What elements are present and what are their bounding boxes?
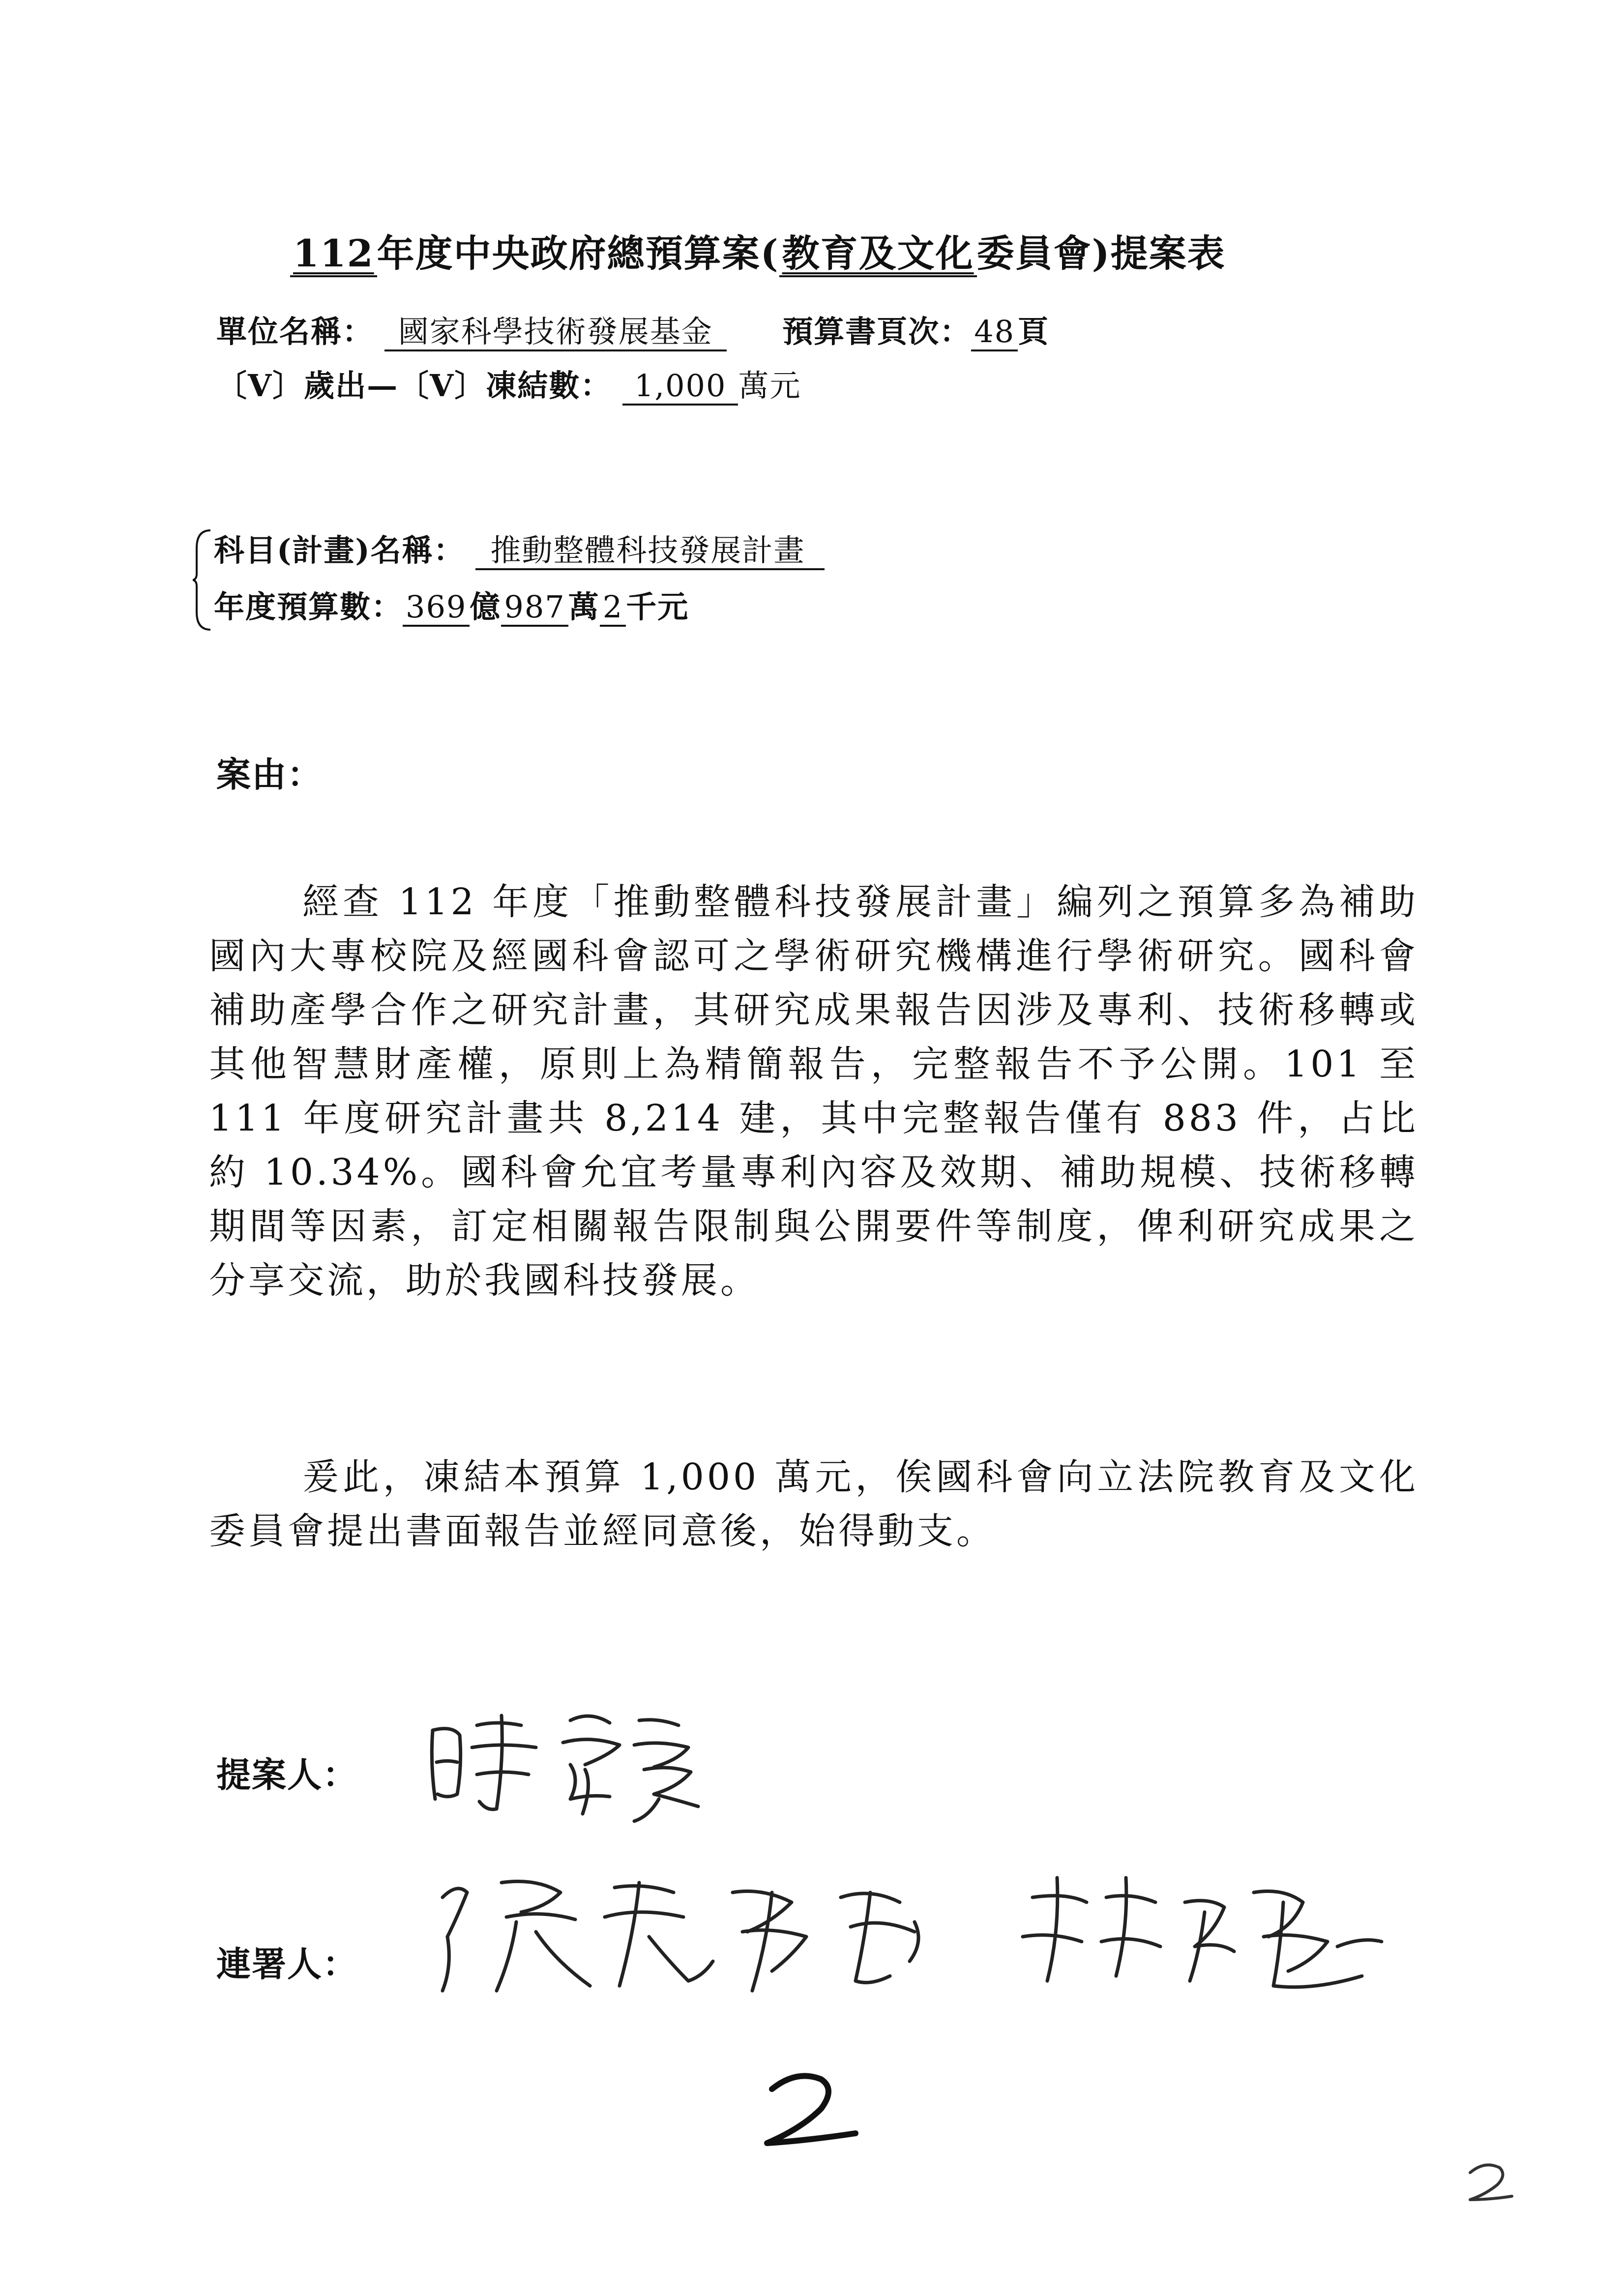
freeze-prefix: 〔V〕歲出—〔V〕凍結數： <box>216 368 612 404</box>
cosigner-signatures <box>428 1863 1460 2020</box>
paragraph-1-text: 經查 112 年度「推動整體科技發展計畫」編列之預算多為補助國內大專校院及經國科會認可之學術研究機構進行學術研究。國科會補助產學合作之研究計畫，其研究成果報告因涉及專利、技術移轉或其他智慧財產權，原則上為精簡報告，完整報告不予公開。101 至 111 年度研究計畫共 8,214 建，其中完整報告僅有 883 件，占比約 10.34%。國科會允宜考量專利內容及效期、補助規模、技術移轉期間等因素，訂定相關報告限制與公開要件等制度，俾利研究成果之分享交流，助於我國科技發展。 <box>209 881 1418 1302</box>
budget-label: 年度預算數： <box>214 589 403 625</box>
unit-row <box>216 307 1049 351</box>
case-label: 案由： <box>216 754 323 795</box>
page-value: 48 <box>971 314 1018 351</box>
page-label: 預算書頁次： <box>782 314 972 349</box>
budget-row <box>214 582 689 626</box>
title-mid: 年度中央政府總預算案( <box>377 232 779 275</box>
subject-label: 科目(計畫)名稱： <box>214 532 465 568</box>
corner-page-number-mark <box>1455 2153 1524 2212</box>
title-committee: 教育及文化 <box>779 232 977 277</box>
subject-row <box>214 526 825 570</box>
freeze-unit: 萬元 <box>738 368 801 404</box>
budget-yi-unit: 億 <box>470 589 502 625</box>
budget-wan-unit: 萬 <box>568 589 600 625</box>
case-paragraph-1 <box>209 875 1418 1308</box>
budget-yi: 369 <box>403 589 470 627</box>
budget-wan: 987 <box>501 589 568 627</box>
proposer-label: 提案人： <box>216 1754 358 1795</box>
cosigner-label: 連署人： <box>216 1944 358 1984</box>
proposer-signature <box>423 1701 767 1829</box>
freeze-row <box>216 361 801 405</box>
budget-qian: 2 <box>600 589 626 627</box>
case-paragraph-2 <box>209 1450 1418 1558</box>
brace-mark <box>193 528 212 632</box>
freeze-value: 1,000 <box>622 368 738 406</box>
unit-value: 國家科學技術發展基金 <box>384 314 727 351</box>
paragraph-2-text: 爰此，凍結本預算 1,000 萬元，俟國科會向立法院教育及文化委員會提出書面報告並經同意後，始得動支。 <box>209 1456 1418 1552</box>
title-end: 委員會)提案表 <box>976 232 1226 275</box>
unit-label: 單位名稱： <box>216 314 374 349</box>
page-unit: 頁 <box>1018 314 1050 349</box>
budget-qian-unit: 千元 <box>626 589 689 625</box>
subject-value: 推動整體科技發展計畫 <box>475 532 825 570</box>
center-page-number-mark <box>738 2060 885 2158</box>
page-title <box>290 224 1226 277</box>
title-year: 112 <box>290 232 377 277</box>
